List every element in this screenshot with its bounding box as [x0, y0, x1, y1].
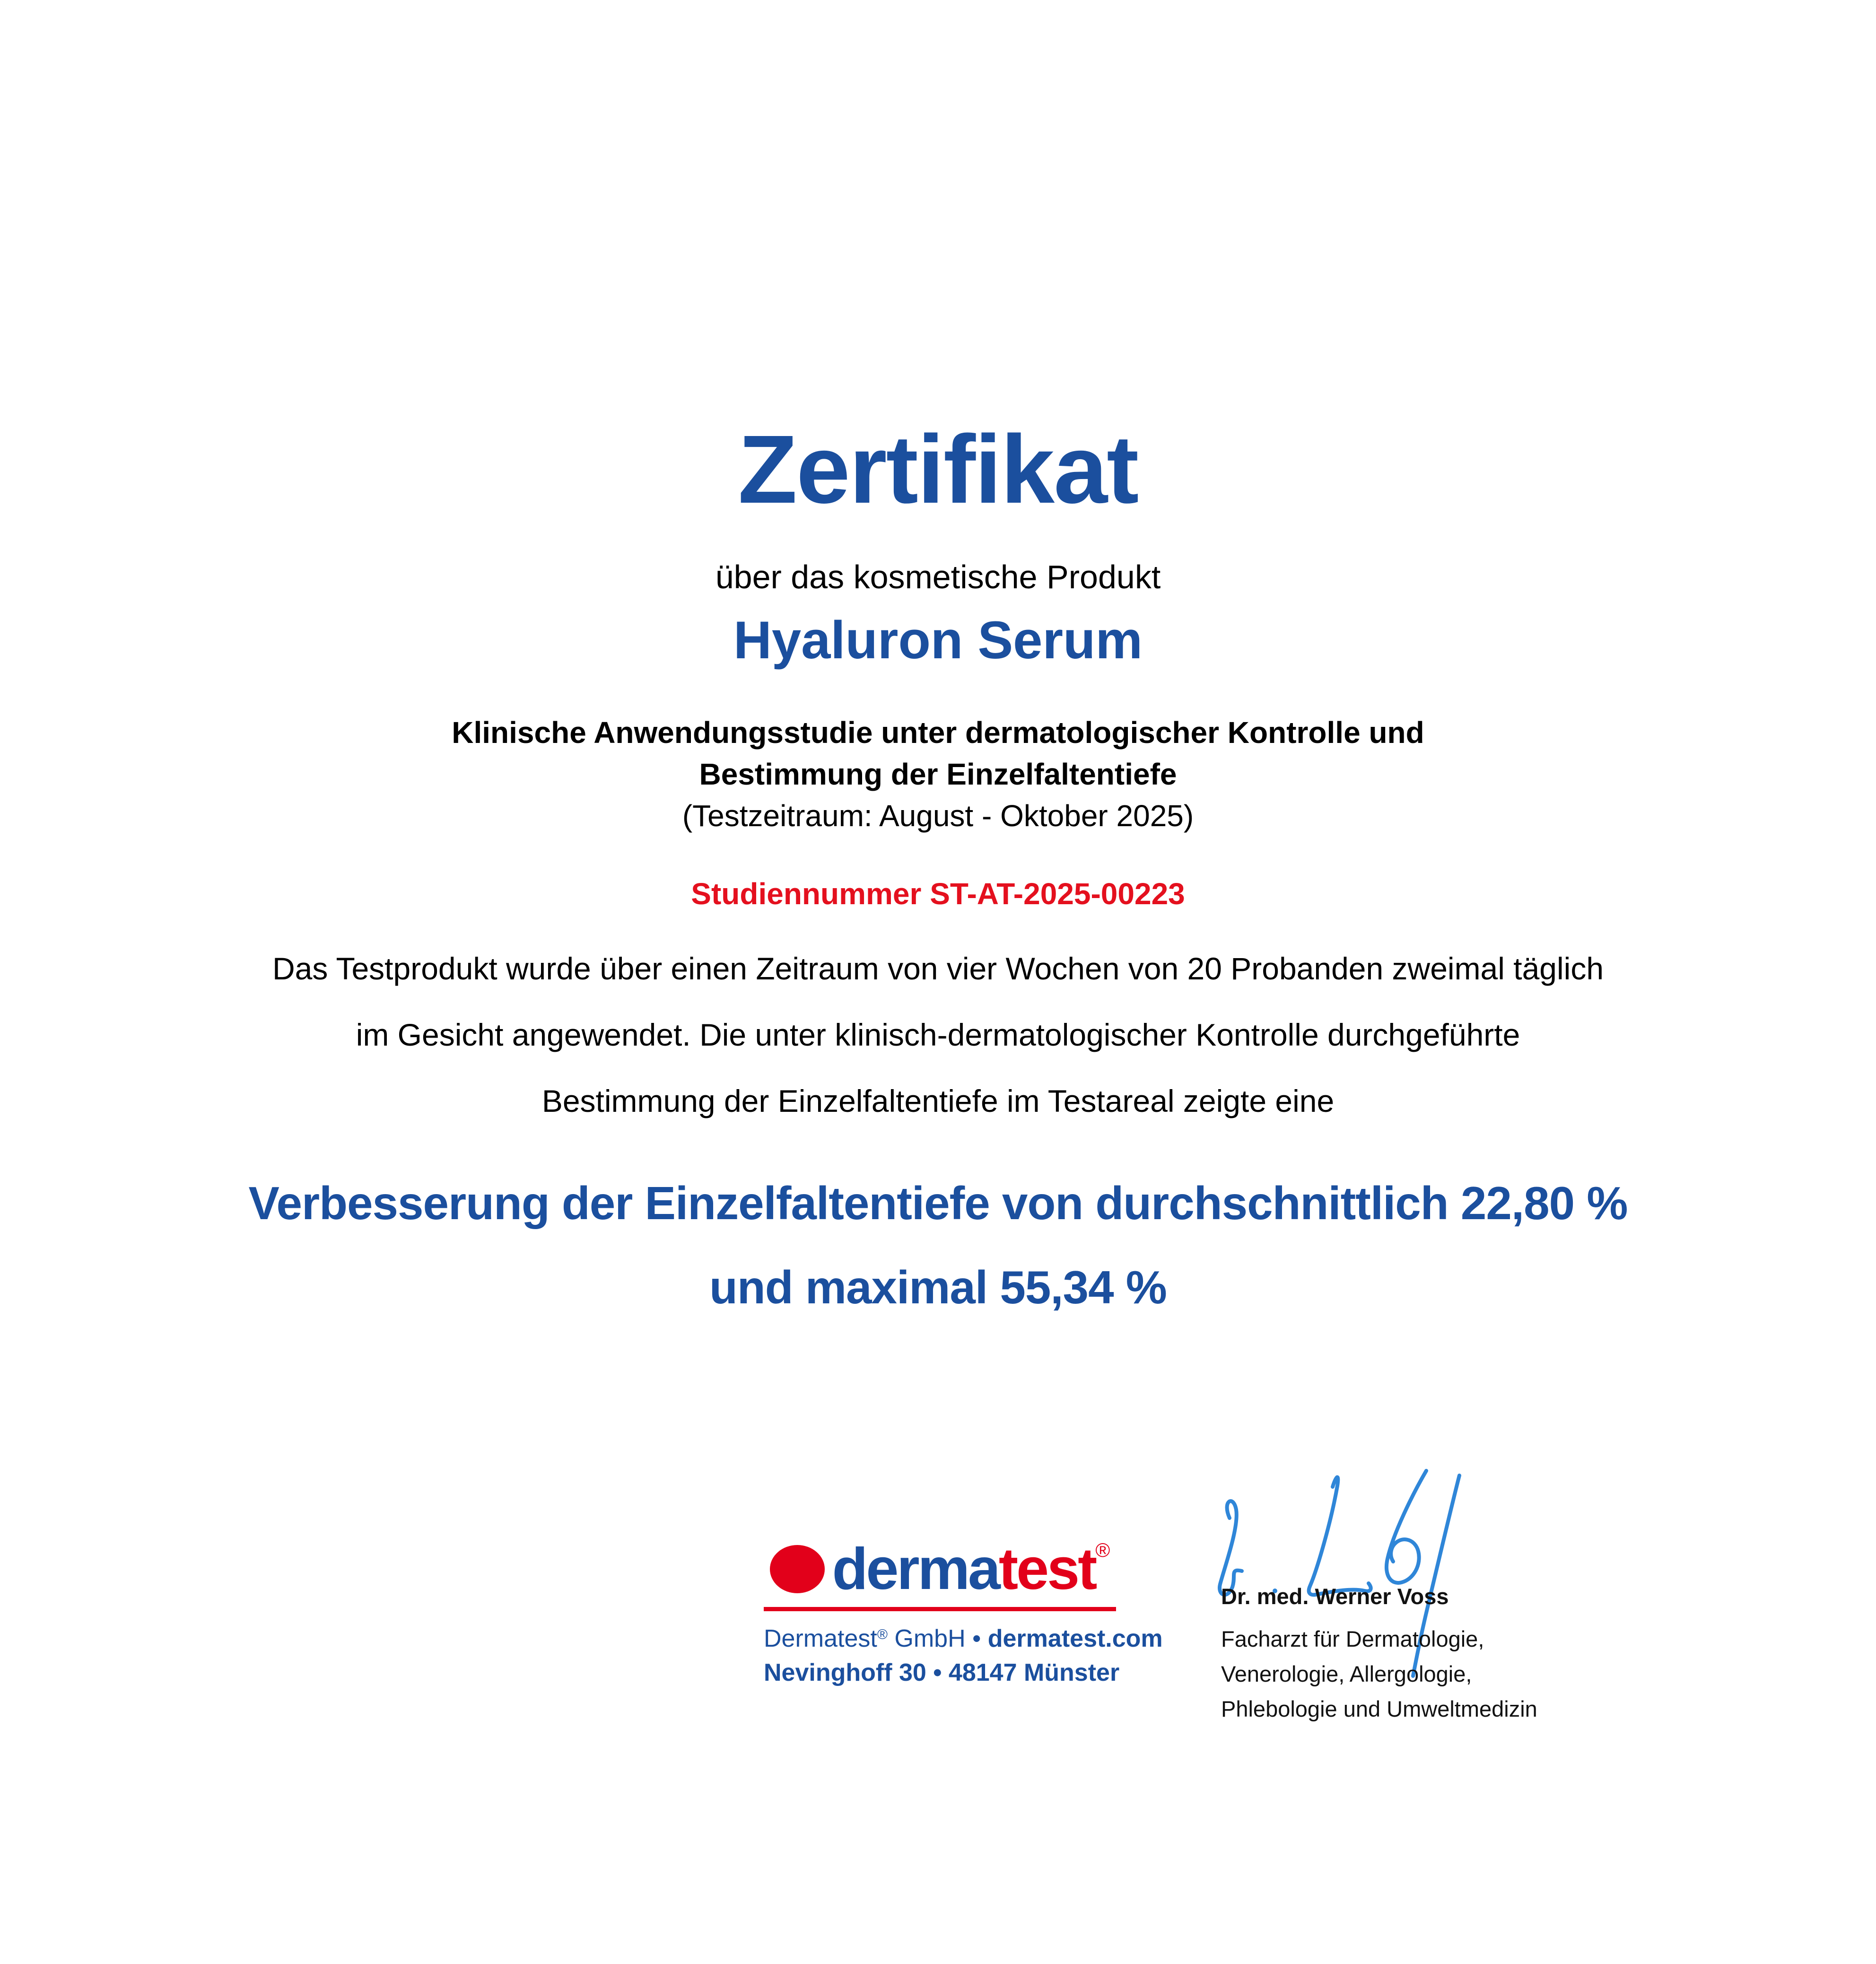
signatory-block: [1221, 1583, 1670, 1727]
separator-bullet: •: [965, 1625, 988, 1652]
study-title-block: [0, 712, 1876, 837]
study-title-line-1: Klinische Anwendungsstudie unter dermatologischer Kontrolle und: [452, 716, 1424, 750]
logo-divider: [764, 1607, 1116, 1611]
study-title-line-2: Bestimmung der Einzelfaltentiefe: [699, 757, 1177, 791]
body-line-3: Bestimmung der Einzelfaltentiefe im Testareal zeigte eine: [541, 1083, 1335, 1118]
company-name: Dermatest: [764, 1625, 877, 1652]
registered-trademark-icon: ®: [1095, 1539, 1110, 1561]
company-suffix: GmbH: [887, 1625, 966, 1652]
body-line-1: Das Testprodukt wurde über einen Zeitraum von vier Wochen von 20 Probanden zweimal täglich: [272, 951, 1604, 986]
logo-word-test: test: [998, 1536, 1096, 1602]
dermatest-logo-block: [764, 1536, 1163, 1687]
body-line-2: im Gesicht angewendet. Die unter klinisch-dermatologischer Kontrolle durchgeführte: [356, 1017, 1520, 1052]
company-registered-mark: ®: [877, 1627, 888, 1642]
signatory-credential-3: Phlebologie und Umweltmedizin: [1221, 1696, 1537, 1721]
signature-stroke-1: [1220, 1501, 1242, 1595]
signature-stroke-2: [1309, 1477, 1371, 1595]
signatory-credential-2: Venerologie, Allergologie,: [1221, 1661, 1472, 1686]
certificate-title: Zertifikat: [738, 415, 1138, 524]
product-name: Hyaluron Serum: [733, 611, 1143, 670]
company-line: [764, 1624, 1163, 1653]
logo-word-derma: derma: [832, 1536, 999, 1602]
red-dot-icon: [770, 1545, 825, 1593]
test-period: (Testzeitraum: August - Oktober 2025): [682, 799, 1194, 833]
company-domain: dermatest.com: [987, 1625, 1163, 1652]
study-number: Studiennummer ST-AT-2025-00223: [691, 877, 1185, 911]
body-paragraph: [0, 935, 1876, 1134]
logo-wordmark: [832, 1536, 1110, 1602]
signatory-credential-1: Facharzt für Dermatologie,: [1221, 1626, 1484, 1651]
signatory-name: Dr. med. Werner Voss: [1221, 1584, 1449, 1609]
result-line-1: Verbesserung der Einzelfaltentiefe von durchschnittlich 22,80 %: [248, 1177, 1628, 1229]
certificate-subtitle: über das kosmetische Produkt: [715, 559, 1161, 595]
result-heading: [0, 1161, 1876, 1329]
result-line-2: und maximal 55,34 %: [709, 1261, 1167, 1313]
dermatest-logo: [764, 1536, 1116, 1602]
company-address: Nevinghoff 30 • 48147 Münster: [764, 1659, 1120, 1686]
signature-stroke-3: [1387, 1471, 1426, 1583]
